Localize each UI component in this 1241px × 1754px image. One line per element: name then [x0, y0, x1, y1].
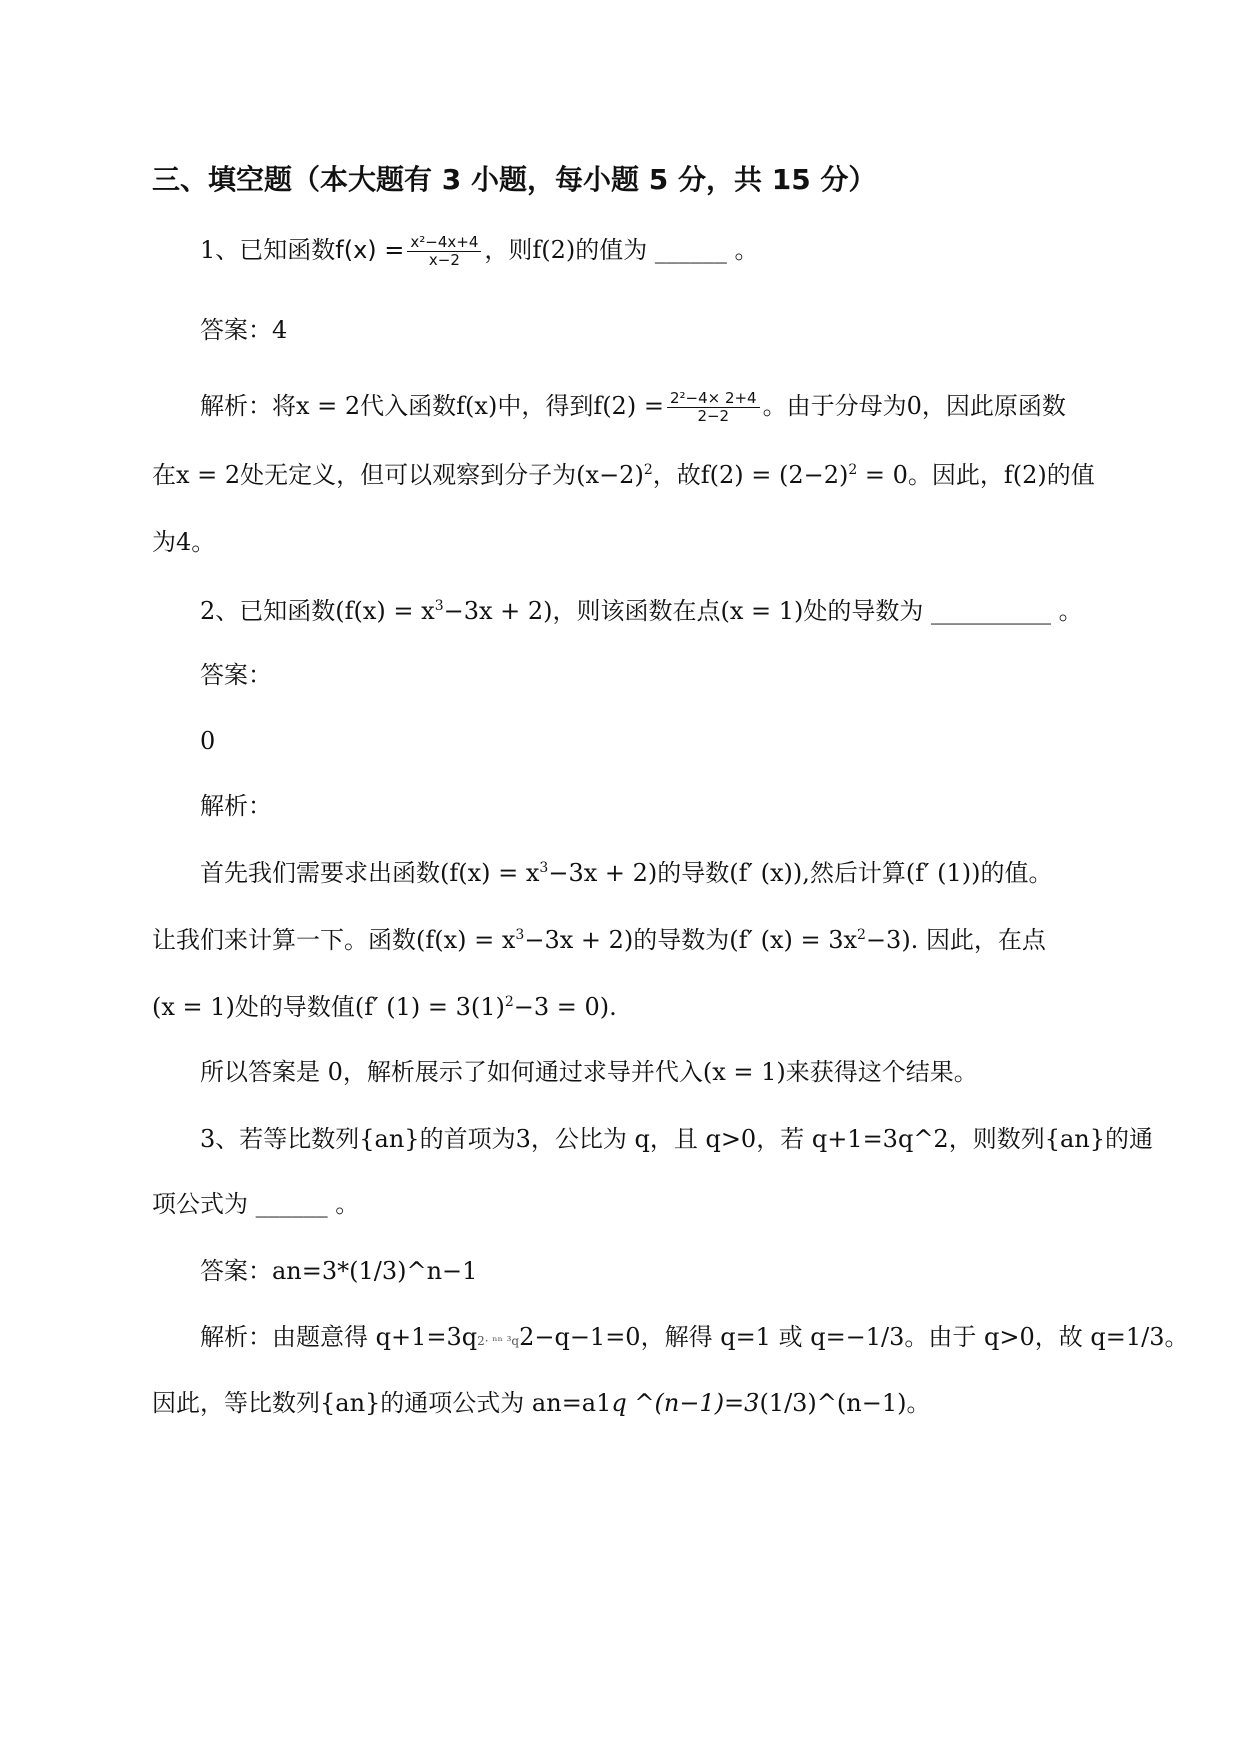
q3-analysis-b: 2−q−1=0，解得 q=1 或 q=−1/3。由于 q>0，故 q=1/3。	[519, 1323, 1189, 1351]
q2-p2-c: −3). 因此，在点	[865, 926, 1046, 954]
q2-analysis-line-1	[200, 858, 1053, 888]
q2-p2-sup-2: 2	[857, 927, 866, 943]
q3-last-b: (1/3)^(n−1)。	[759, 1389, 931, 1417]
q2-analysis-label: 解析：	[200, 792, 272, 820]
q1-analysis-frac-den: 2−2	[697, 407, 730, 425]
q1-frac-den: x−2	[428, 251, 460, 269]
q2-p1-sup: 3	[539, 860, 549, 876]
q1-analysis-a: 解析：将x = 2代入函数f(x)中，得到f(2) =	[200, 392, 664, 420]
question-3-line-2: 项公式为 ______ 。	[152, 1190, 360, 1218]
q1-frac-num: x²−4x+4	[407, 234, 481, 252]
q3-answer: 答案：an=3*(1/3)^n−1	[200, 1257, 478, 1285]
section-heading: 三、填空题（本大题有 3 小题，每小题 5 分，共 15 分）	[152, 163, 877, 196]
q2-p2-b: −3x + 2)的导数为(f′ (x) = 3x	[524, 926, 858, 954]
q1-analysis-frac-num: 2²−4× 2+4	[667, 390, 760, 408]
q2-answer-label: 答案：	[200, 661, 272, 689]
question-3-line-1: 3、若等比数列{an}的首项为3，公比为 q，且 q>0，若 q+1=3q^2，则数列{an}的通	[200, 1125, 1154, 1153]
q1-analysis-b: 。由于分母为0，因此原函数	[762, 392, 1066, 420]
q3-last-ital: q ^(n−1)=3	[611, 1389, 760, 1417]
q1-analysis-line-1	[200, 390, 1066, 425]
q3-analysis-line-1	[200, 1322, 1189, 1356]
q1-analysis-2a: 在x = 2处无定义，但可以观察到分子为(x−2)	[152, 461, 644, 489]
q3-analysis-garble: 2· ⁿⁿ ³q	[477, 1334, 520, 1348]
q1-analysis-2b: ，故f(2) = (2−2)	[652, 461, 849, 489]
q2-p2-sup-1: 3	[515, 927, 525, 943]
q1-suffix: ，则f(2)的值为 ______ 。	[484, 236, 759, 264]
q1-analysis-sup-2: 2	[848, 462, 858, 478]
q2-p1-b: −3x + 2)的导数(f′ (x)),然后计算(f′ (1))的值。	[548, 859, 1053, 887]
q3-last-a: 因此，等比数列{an}的通项公式为 an=a1	[152, 1389, 612, 1417]
q3-analysis-line-2	[152, 1388, 930, 1418]
q2-p2-a: 让我们来计算一下。函数(f(x) = x	[152, 926, 516, 954]
q2-p3-b: −3 = 0).	[513, 993, 617, 1021]
q2-analysis-line-2	[152, 925, 1046, 955]
q2-line-b: −3x + 2)，则该函数在点(x = 1)处的导数为 __________ 。	[443, 597, 1083, 625]
q1-analysis-fraction	[667, 390, 760, 425]
q1-prefix: 1、已知函数	[200, 236, 336, 264]
question-1	[200, 234, 759, 269]
question-2	[200, 596, 1083, 626]
q1-analysis-sup-1: 2	[643, 462, 653, 478]
q2-p3-sup: 2	[504, 994, 514, 1010]
q2-line-sup: 3	[434, 598, 444, 614]
q2-analysis-line-3	[152, 992, 617, 1022]
q1-fx: f(x) =	[335, 236, 405, 264]
q1-analysis-line-2	[152, 460, 1095, 490]
q2-p1-a: 首先我们需要求出函数(f(x) = x	[200, 859, 540, 887]
q1-fraction	[407, 234, 481, 269]
q1-analysis-2c: = 0。因此，f(2)的值	[857, 461, 1095, 489]
q2-conclusion: 所以答案是 0，解析展示了如何通过求导并代入(x = 1)来获得这个结果。	[200, 1058, 978, 1086]
q1-analysis-line-3: 为4。	[152, 528, 216, 556]
q2-p3-a: (x = 1)处的导数值(f′ (1) = 3(1)	[152, 993, 505, 1021]
q1-answer: 答案：4	[200, 316, 288, 344]
q3-analysis-a: 解析：由题意得 q+1=3q	[200, 1323, 478, 1351]
q2-line-a: 2、已知函数(f(x) = x	[200, 597, 435, 625]
q2-answer-value: 0	[200, 727, 216, 755]
